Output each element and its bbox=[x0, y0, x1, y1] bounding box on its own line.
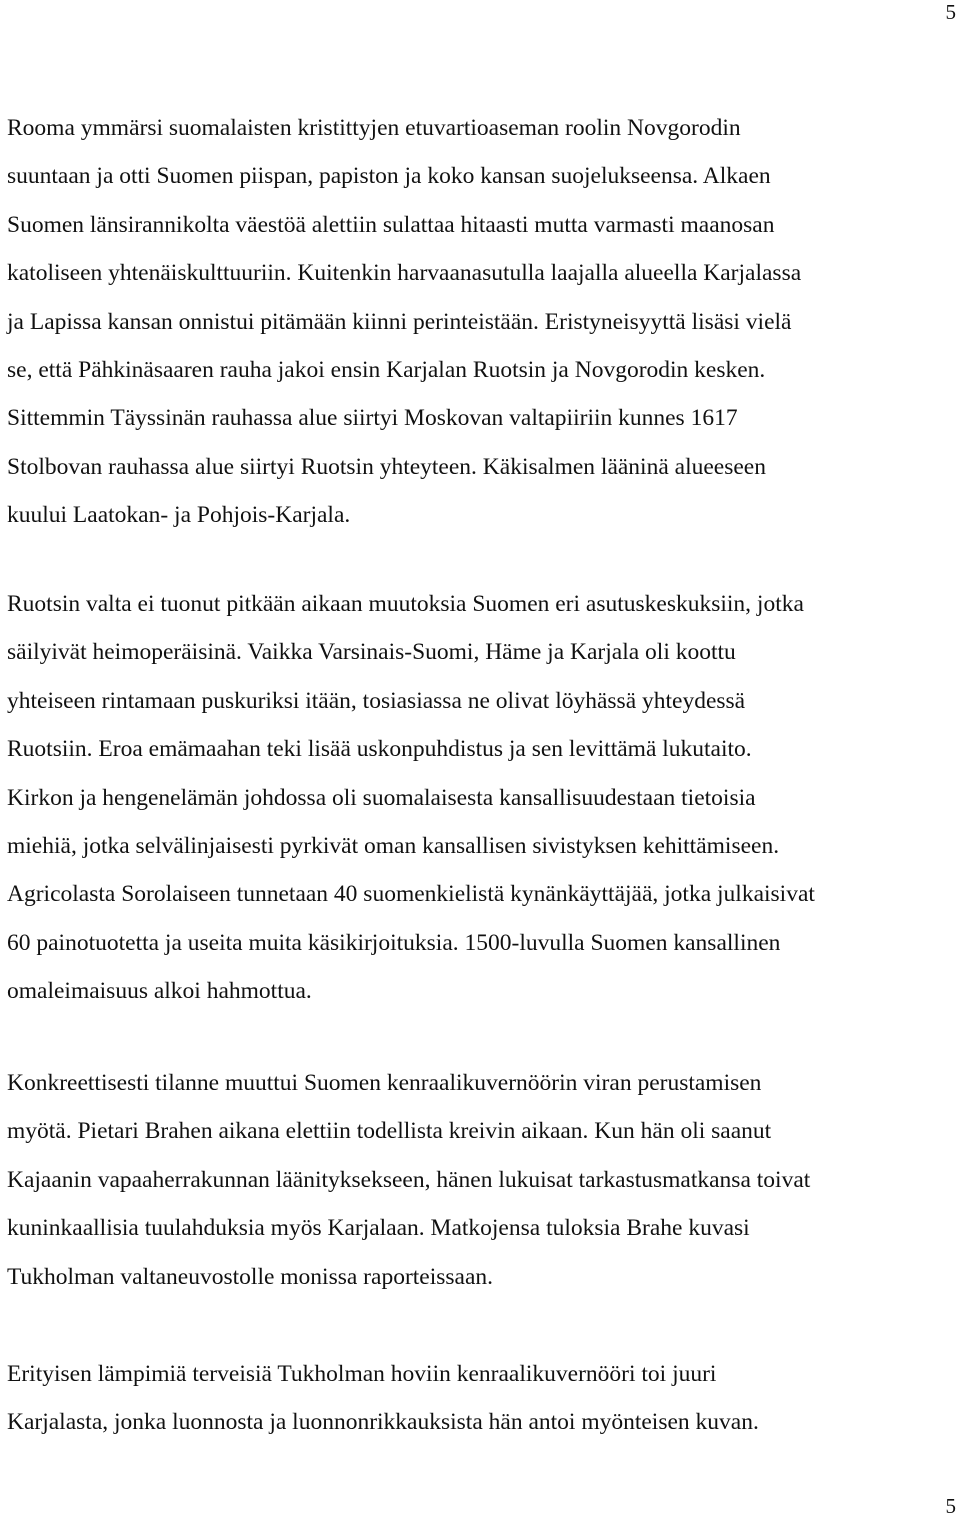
paragraph-line: omaleimaisuus alkoi hahmottua. bbox=[7, 978, 312, 1005]
paragraph-line: Kajaanin vapaaherrakunnan läänityksekseen, hänen lukuisat tarkastusmatkansa toivat bbox=[7, 1166, 811, 1193]
paragraph-line: Ruotsin valta ei tuonut pitkään aikaan muutoksia Suomen eri asutuskeskuksiin, jotka bbox=[7, 591, 804, 617]
paragraph-line: kuninkaallisia tuulahduksia myös Karjalaan. Matkojensa tuloksia Brahe kuvasi bbox=[7, 1215, 750, 1242]
paragraph-line: ja Lapissa kansan onnistui pitämään kiinni perinteistään. Eristyneisyyttä lisäsi vielä bbox=[7, 308, 792, 335]
paragraph-line: Suomen länsirannikolta väestöä alettiin sulattaa hitaasti mutta varmasti maanosan bbox=[7, 211, 775, 238]
paragraph-line: Tukholman valtaneuvostolle monissa raporteissaan. bbox=[7, 1263, 494, 1290]
paragraph-line: suuntaan ja otti Suomen piispan, papiston ja koko kansan suojelukseensa. Alkaen bbox=[7, 163, 771, 190]
page-number-top: 5 bbox=[945, 0, 956, 24]
paragraph-line: myötä. Pietari Brahen aikana elettiin todellista kreivin aikaan. Kun hän oli saanut bbox=[7, 1118, 772, 1145]
paragraph-line: miehiä, jotka selvälinjaisesti pyrkivät oman kansallisen sivistyksen kehittämiseen. bbox=[7, 833, 780, 859]
paragraph-line: Kirkon ja hengenelämän johdossa oli suomalaisesta kansallisuudestaan tietoisia bbox=[7, 784, 756, 811]
paragraph-line: Konkreettisesti tilanne muuttui Suomen kenraalikuvernöörin viran perustamisen bbox=[7, 1070, 762, 1096]
paragraph-line: katoliseen yhtenäiskulttuuriin. Kuitenkin harvaanasutulla laajalla alueella Karjalassa bbox=[7, 260, 802, 287]
paragraph-line: kuului Laatokan- ja Pohjois-Karjala. bbox=[7, 502, 351, 529]
paragraph-line: Ruotsiin. Eroa emämaahan teki lisää uskonpuhdistus ja sen levittämä lukutaito. bbox=[7, 736, 752, 763]
paragraph-line: Stolbovan rauhassa alue siirtyi Ruotsin yhteyteen. Käkisalmen lääninä alueeseen bbox=[7, 453, 766, 480]
paragraph-line: Agricolasta Sorolaiseen tunnetaan 40 suomenkielistä kynänkäyttäjää, jotka julkaisivat bbox=[7, 881, 815, 908]
paragraph-line: Erityisen lämpimiä terveisiä Tukholman hoviin kenraalikuvernööri toi juuri bbox=[7, 1361, 717, 1387]
paragraph-line: yhteiseen rintamaan puskuriksi itään, tosiasiassa ne olivat löyhässä yhteydessä bbox=[7, 687, 746, 714]
page-number-bottom: 5 bbox=[945, 1494, 956, 1518]
paragraph-line: Sittemmin Täyssinän rauhassa alue siirtyi Moskovan valtapiiriin kunnes 1617 bbox=[7, 405, 738, 432]
paragraph-line: se, että Pähkinäsaaren rauha jakoi ensin Karjalan Ruotsin ja Novgorodin kesken. bbox=[7, 357, 766, 383]
paragraph-line: Rooma ymmärsi suomalaisten kristittyjen etuvartioaseman roolin Novgorodin bbox=[7, 115, 741, 141]
paragraph-line: Karjalasta, jonka luonnosta ja luonnonrikkauksista hän antoi myönteisen kuvan. bbox=[7, 1409, 759, 1436]
paragraph-line: 60 painotuotetta ja useita muita käsikirjoituksia. 1500-luvulla Suomen kansallinen bbox=[7, 929, 781, 956]
paragraph-line: säilyivät heimoperäisinä. Vaikka Varsinais-Suomi, Häme ja Karjala oli koottu bbox=[7, 639, 736, 666]
